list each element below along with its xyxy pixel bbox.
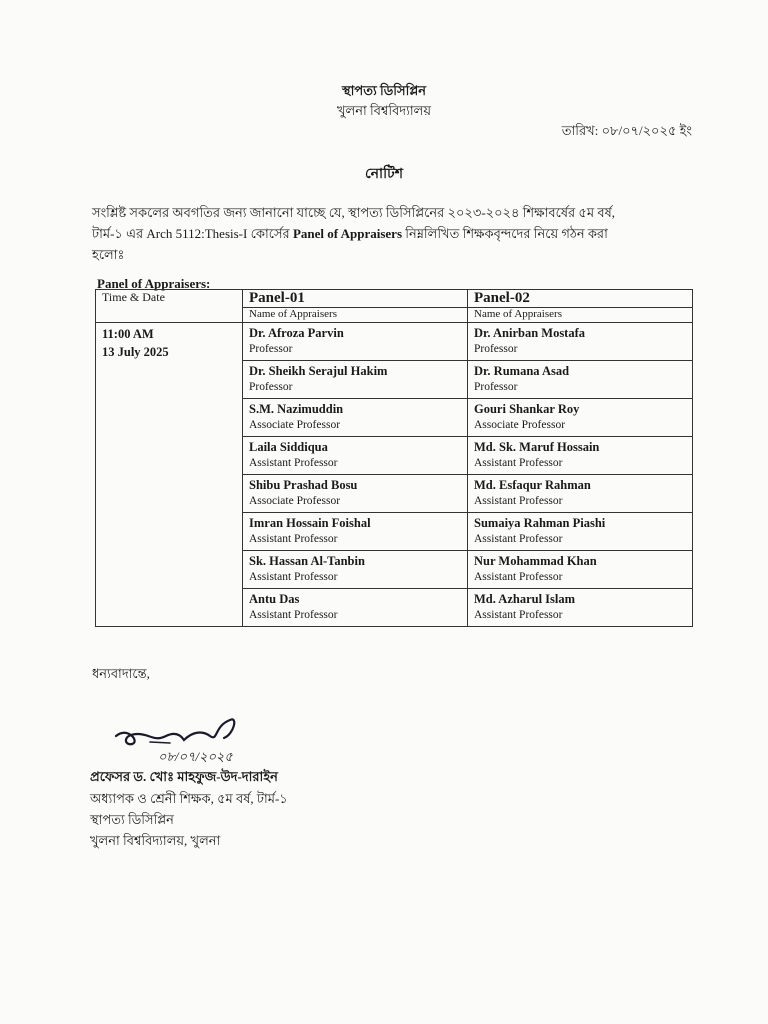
table-row [96, 323, 693, 361]
appraiser-rank: Assistant Professor [474, 495, 563, 507]
appraiser-name: Md. Azharul Islam [474, 592, 576, 606]
panel-02-header: Panel-02 [468, 290, 693, 308]
appraiser-name: Laila Siddiqua [249, 440, 328, 454]
appraiser-rank: Assistant Professor [474, 609, 563, 621]
appraiser-rank: Assistant Professor [249, 609, 338, 621]
panel-01-appraiser-cell [243, 361, 468, 399]
appraiser-name: Shibu Prashad Bosu [249, 478, 358, 492]
panel-02-appraiser-cell [468, 361, 693, 399]
body-line-2a: টার্ম-১ এর Arch 5112:Thesis-I কোর্সের [92, 226, 293, 241]
signature-date: ০৮/০৭/২০২৫ [158, 749, 233, 764]
panel-01-appraiser-cell [243, 437, 468, 475]
signature [110, 712, 250, 752]
panel-01-appraiser-cell [243, 589, 468, 627]
appraiser-name: Md. Sk. Maruf Hossain [474, 440, 600, 454]
appraiser-rank: Assistant Professor [474, 571, 563, 583]
appraiser-rank: Professor [474, 381, 518, 393]
appraiser-name: Sumaiya Rahman Piashi [474, 516, 606, 530]
panel-01-appraiser-cell [243, 551, 468, 589]
panel-02-appraiser-cell [468, 551, 693, 589]
appraiser-name: Imran Hossain Foishal [249, 516, 371, 530]
appraiser-name: Sk. Hassan Al-Tanbin [249, 554, 365, 568]
notice-date: তারিখ: ০৮/০৭/২০২৫ ইং [561, 123, 692, 138]
appraiser-rank: Assistant Professor [249, 533, 338, 545]
appraiser-rank: Professor [249, 381, 293, 393]
signatory-name: প্রফেসর ড. খোঃ মাহফুজ-উদ-দারাইন [90, 769, 278, 784]
session-date: 13 July 2025 [102, 345, 169, 359]
panel-02-appraiser-cell [468, 437, 693, 475]
panel-02-appraiser-cell [468, 323, 693, 361]
appraiser-name: Dr. Anirban Mostafa [474, 326, 586, 340]
appraiser-name: S.M. Nazimuddin [249, 402, 344, 416]
body-line-2-bold: Panel of Appraisers [292, 226, 403, 241]
time-date-header: Time & Date [96, 290, 243, 323]
appraiser-rank: Associate Professor [249, 419, 341, 431]
signatory-department: স্থাপত্য ডিসিপ্লিন [90, 812, 174, 827]
appraiser-name: Dr. Afroza Parvin [249, 326, 344, 340]
table-header-row [96, 290, 693, 308]
session-time: 11:00 AM [102, 327, 154, 341]
panel-01-appraiser-cell [243, 475, 468, 513]
appraiser-name: Antu Das [249, 592, 300, 606]
signatory-title: অধ্যাপক ও শ্রেনী শিক্ষক, ৫ম বর্ষ, টার্ম-১ [90, 791, 288, 806]
appraisers-table [95, 289, 693, 627]
panel-01-header: Panel-01 [243, 290, 468, 308]
appraiser-rank: Associate Professor [474, 419, 566, 431]
body-line-3: হলোঃ [92, 247, 125, 262]
appraiser-rank: Associate Professor [249, 495, 341, 507]
body-line-1: সংশ্লিষ্ট সকলের অবগতির জন্য জানানো যাচ্ছে যে, স্থাপত্য ডিসিপ্লিনের ২০২৩-২০২৪ শিক্ষাবর্ষের ৫ম বর্ষ, [92, 205, 615, 220]
panel-02-appraiser-cell [468, 589, 693, 627]
department-name: স্থাপত্য ডিসিপ্লিন [342, 83, 426, 98]
appraiser-name: Gouri Shankar Roy [474, 402, 580, 416]
body-line-2 [92, 225, 608, 246]
appraiser-name: Md. Esfaqur Rahman [474, 478, 591, 492]
time-date-cell [96, 323, 243, 627]
signatory-university: খুলনা বিশ্ববিদ্যালয়, খুলনা [90, 833, 221, 848]
panel-02-appraiser-cell [468, 513, 693, 551]
appraiser-name: Nur Mohammad Khan [474, 554, 597, 568]
appraiser-rank: Assistant Professor [474, 457, 563, 469]
appraiser-name: Dr. Rumana Asad [474, 364, 570, 378]
appraiser-rank: Assistant Professor [249, 571, 338, 583]
notice-title: নোটিশ [364, 167, 403, 182]
panel-01-name-label: Name of Appraisers [243, 308, 468, 323]
appraiser-rank: Assistant Professor [474, 533, 563, 545]
body-line-2b: নিম্নলিখিত শিক্ষকবৃন্দদের নিয়ে গঠন করা [402, 226, 608, 241]
appraiser-rank: Professor [249, 343, 293, 355]
panel-01-appraiser-cell [243, 513, 468, 551]
panel-02-appraiser-cell [468, 475, 693, 513]
panel-heading: Panel of Appraisers: [97, 276, 211, 291]
appraiser-rank: Assistant Professor [249, 457, 338, 469]
university-name: খুলনা বিশ্ববিদ্যালয় [336, 103, 432, 118]
closing-text: ধন্যবাদান্তে, [92, 666, 150, 681]
appraiser-name: Dr. Sheikh Serajul Hakim [249, 364, 388, 378]
panel-01-appraiser-cell [243, 323, 468, 361]
panel-01-appraiser-cell [243, 399, 468, 437]
panel-02-name-label: Name of Appraisers [468, 308, 693, 323]
appraiser-rank: Professor [474, 343, 518, 355]
panel-02-appraiser-cell [468, 399, 693, 437]
